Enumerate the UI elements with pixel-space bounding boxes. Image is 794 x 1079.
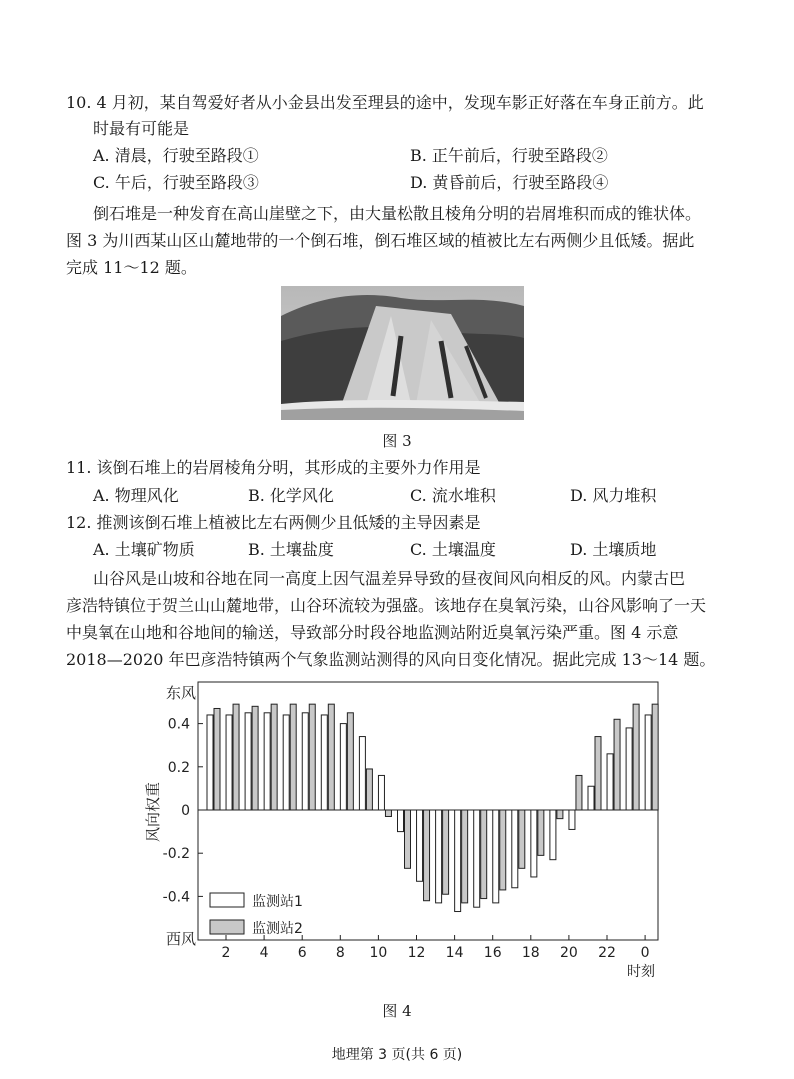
q10-option-a: A. 清晨，行驶至路段① [93,146,259,165]
q10-option-b: B. 正午前后，行驶至路段② [410,146,608,165]
bar-station2 [557,810,563,819]
bar-station2 [633,704,639,810]
bar-station1 [436,810,442,903]
x-axis-label: 时刻 [627,964,655,980]
bar-station1 [474,810,480,907]
q10-line1: 10. 4 月初，某自驾爱好者从小金县出发至理县的途中，发现车影正好落在车身正前方。此 [66,93,704,112]
bar-station2 [576,775,582,810]
intro2-line4: 2018—2020 年巴彦浩特镇两个气象监测站测得的风向日变化情况。据此完成 13～14 题。 [66,650,716,669]
bar-station2 [233,704,239,810]
q12-option-c: C. 土壤温度 [410,540,496,559]
bar-station1 [607,754,613,810]
x-tick-label: 10 [369,945,388,961]
fig3-caption: 图 3 [382,432,412,450]
q12-option-a: A. 土壤矿物质 [93,540,195,559]
bar-station1 [378,775,384,810]
q10-line2: 时最有可能是 [93,119,190,138]
x-tick-label: 14 [445,945,464,961]
bar-station1 [626,728,632,810]
bar-station1 [645,715,651,810]
intro2-line1: 山谷风是山坡和谷地在同一高度上因气温差异导致的昼夜间风向相反的风。内蒙古巴 [93,569,686,588]
legend-label: 监测站2 [252,921,303,937]
x-tick-label: 18 [521,945,540,961]
legend-swatch [210,920,244,934]
bar-station2 [500,810,506,890]
bar-station1 [340,724,346,810]
y-tick-label: -0.4 [162,889,190,906]
q11-stem: 11. 该倒石堆上的岩屑棱角分明，其形成的主要外力作用是 [66,458,481,477]
intro1-line2: 图 3 为川西某山区山麓地带的一个倒石堆，倒石堆区域的植被比左右两侧少且低矮。据此 [66,231,695,250]
bar-station1 [569,810,575,829]
intro2-line2: 彦浩特镇位于贺兰山山麓地带，山谷环流较为强盛。该地存在臭氧污染，山谷风影响了一天 [66,596,707,615]
y-tick-label: 0.2 [167,759,190,776]
bar-station2 [424,810,430,901]
bar-station2 [328,704,334,810]
fig4-caption: 图 4 [382,1002,412,1020]
bar-station2 [443,810,449,894]
bar-station1 [512,810,518,888]
bar-station2 [385,810,391,816]
y-axis-label: 风向权重 [144,781,162,843]
y-tick-label: 0.4 [167,716,190,733]
bar-station2 [595,737,601,810]
bar-station2 [462,810,468,903]
intro1-line3: 完成 11～12 题。 [66,258,197,277]
x-tick-label: 0 [640,945,650,961]
q10-option-c: C. 午后，行驶至路段③ [93,173,259,192]
intro2-line3: 中臭氧在山地和谷地间的输送，导致部分时段谷地监测站附近臭氧污染严重。图 4 示意 [66,623,679,642]
bar-station2 [271,704,277,810]
bar-station2 [290,704,296,810]
x-tick-label: 8 [335,945,345,961]
bar-station1 [417,810,423,881]
bar-station2 [519,810,525,868]
bar-station2 [366,769,372,810]
bar-station1 [302,713,308,810]
bar-station2 [614,719,620,810]
y-top-label: 东风 [166,684,197,702]
bar-station1 [283,715,289,810]
bar-station1 [359,737,365,810]
q12-stem: 12. 推测该倒石堆上植被比左右两侧少且低矮的主导因素是 [66,513,481,532]
page-footer: 地理第 3 页(共 6 页) [331,1047,463,1063]
legend-swatch [210,893,244,907]
bar-station2 [538,810,544,855]
x-tick-label: 12 [407,945,426,961]
x-tick-label: 16 [483,945,502,961]
bar-station2 [652,704,658,810]
q11-option-b: B. 化学风化 [248,486,334,505]
bar-station1 [226,715,232,810]
x-tick-label: 20 [559,945,578,961]
x-tick-label: 6 [297,945,307,961]
bar-station2 [309,704,315,810]
bar-station2 [252,706,258,810]
bar-station1 [264,713,270,810]
talus-slope-photo [281,286,524,420]
q12-option-b: B. 土壤盐度 [248,540,334,559]
y-bottom-label: 西风 [166,930,197,948]
bar-station2 [214,708,220,810]
x-tick-label: 4 [259,945,269,961]
bar-station1 [550,810,556,860]
bar-station1 [398,810,404,832]
bar-station1 [493,810,499,903]
bar-station2 [405,810,411,868]
y-tick-label: 0 [181,803,190,819]
q10-option-d: D. 黄昏前后，行驶至路段④ [410,173,609,192]
plot-frame [198,682,658,940]
x-tick-label: 22 [598,945,616,961]
bar-station1 [455,810,461,912]
bar-station1 [207,715,213,810]
x-tick-label: 2 [221,945,231,961]
q11-option-a: A. 物理风化 [93,486,179,505]
bar-station1 [588,786,594,810]
bar-station2 [347,713,353,810]
bar-station1 [321,715,327,810]
intro1-line1: 倒石堆是一种发育在高山崖壁之下，由大量松散且棱角分明的岩屑堆积而成的锥状体。 [93,204,702,223]
q11-option-c: C. 流水堆积 [410,486,496,505]
y-tick-label: -0.2 [162,846,190,863]
legend-label: 监测站1 [252,894,303,910]
q11-option-d: D. 风力堆积 [570,486,657,505]
bar-station2 [481,810,487,899]
bar-station1 [245,713,251,810]
bar-station1 [531,810,537,877]
q12-option-d: D. 土壤质地 [570,540,657,559]
